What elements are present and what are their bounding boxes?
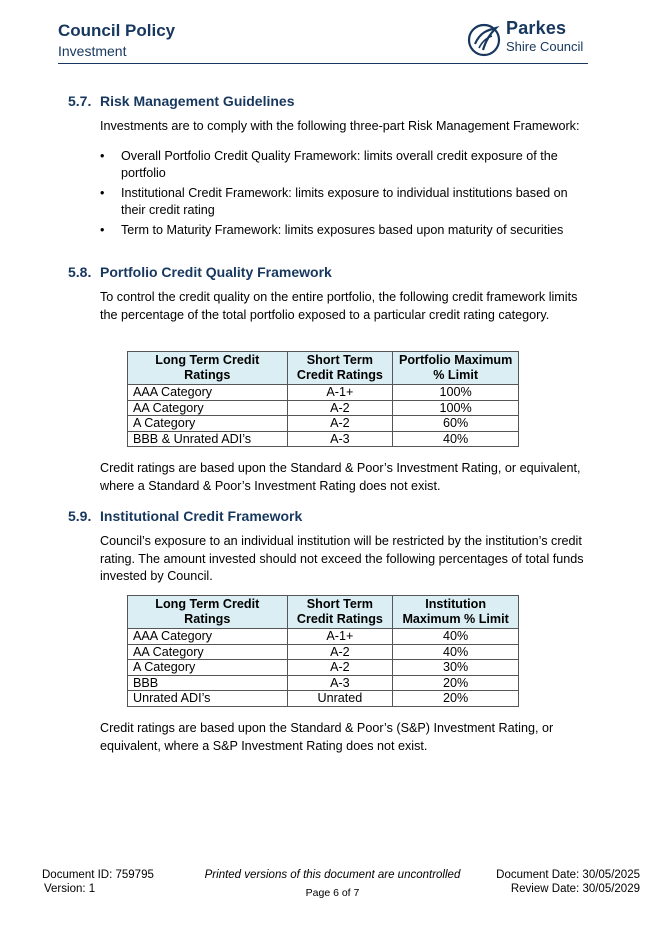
- uncontrolled-notice: Printed versions of this document are uncontrolled: [204, 869, 461, 881]
- section-heading: [68, 507, 588, 525]
- section-intro: To control the credit quality on the entire portfolio, the following credit framework limits the percentage of the total portfolio exposed to a particular credit rating category.: [100, 290, 578, 322]
- table-cell: A-3: [287, 675, 393, 691]
- section-number: 5.8.: [68, 264, 92, 280]
- table-cell: AA Category: [128, 400, 288, 416]
- table-cell: A-2: [287, 644, 393, 660]
- section-5-7: [68, 92, 588, 241]
- table-cell: A-2: [287, 400, 393, 416]
- footer-center: [160, 868, 505, 900]
- page-number: Page 6 of 7: [305, 887, 360, 899]
- section-heading: [68, 92, 588, 110]
- table-header: Long Term Credit Ratings: [128, 596, 288, 629]
- document-version: Version: 1: [44, 883, 96, 895]
- table-cell: A-2: [287, 660, 393, 676]
- table-cell: Unrated: [287, 691, 393, 707]
- section-intro: Investments are to comply with the following three-part Risk Management Framework:: [100, 119, 580, 133]
- table-cell: A Category: [128, 416, 288, 432]
- table-row: [128, 385, 519, 401]
- list-item: • Term to Maturity Framework: limits exposures based upon maturity of securities: [100, 222, 588, 240]
- section-title: Risk Management Guidelines: [100, 93, 295, 109]
- doc-title: Council Policy: [58, 21, 176, 40]
- table-cell: AA Category: [128, 644, 288, 660]
- doc-subtitle: Investment: [58, 43, 127, 59]
- footer-left: [42, 868, 154, 896]
- section-number: 5.9.: [68, 508, 92, 524]
- framework-list: [100, 148, 588, 240]
- table-cell: 20%: [393, 675, 519, 691]
- table-cell: 40%: [393, 644, 519, 660]
- table-row: [128, 675, 519, 691]
- footer-right: [496, 868, 640, 896]
- credit-rating-note: Credit ratings are based upon the Standard & Poor’s Investment Rating, or equivalent, where a Standard & Poor’s Investment Rating does not exist.: [100, 461, 581, 493]
- table-header: Long Term Credit Ratings: [128, 352, 288, 385]
- table-row: [128, 629, 519, 645]
- table-cell: Unrated ADI’s: [128, 691, 288, 707]
- table-cell: A-3: [287, 431, 393, 447]
- table-cell: 60%: [393, 416, 519, 432]
- header-divider: [58, 63, 588, 64]
- table-row: [128, 644, 519, 660]
- section-intro: Council’s exposure to an individual institution will be restricted by the institution’s credit rating. The amount invested should not exceed the following percentages of total funds invested by Council.: [100, 534, 584, 583]
- table-header-row: [128, 596, 519, 629]
- table-header: Short Term Credit Ratings: [287, 596, 393, 629]
- table-cell: AAA Category: [128, 385, 288, 401]
- table-row: [128, 660, 519, 676]
- list-item: • Overall Portfolio Credit Quality Framework: limits overall credit exposure of the portfolio: [100, 148, 588, 183]
- section-5-9: [68, 507, 588, 586]
- table-header-row: [128, 352, 519, 385]
- section-heading: [68, 263, 588, 281]
- document-id: Document ID: 759795: [42, 869, 154, 881]
- institutional-credit-table: [127, 595, 519, 707]
- review-date: Review Date: 30/05/2029: [510, 883, 640, 895]
- table-cell: AAA Category: [128, 629, 288, 645]
- section-5-9-note: [68, 720, 588, 755]
- table-header: Portfolio Maximum % Limit: [393, 352, 519, 385]
- section-title: Institutional Credit Framework: [100, 508, 303, 524]
- table-row: [128, 431, 519, 447]
- table-cell: A Category: [128, 660, 288, 676]
- parkes-emblem-icon: [466, 22, 502, 58]
- section-5-8: [68, 263, 588, 324]
- table-cell: A-2: [287, 416, 393, 432]
- table-row: [128, 400, 519, 416]
- table-header: Institution Maximum % Limit: [393, 596, 519, 629]
- table-cell: 40%: [393, 431, 519, 447]
- logo-name: Parkes: [506, 18, 567, 38]
- table-header: Short Term Credit Ratings: [287, 352, 393, 385]
- section-5-8-note: [68, 460, 588, 495]
- table-cell: A-1+: [287, 385, 393, 401]
- council-logo: [466, 20, 591, 60]
- credit-rating-note: Credit ratings are based upon the Standard & Poor’s (S&P) Investment Rating, or equivalent, where a S&P Investment Rating does not exist.: [100, 721, 554, 753]
- table-cell: 30%: [393, 660, 519, 676]
- table-cell: BBB & Unrated ADI’s: [128, 431, 288, 447]
- logo-subname: Shire Council: [506, 39, 584, 54]
- document-date: Document Date: 30/05/2025: [496, 869, 640, 881]
- table-row: [128, 416, 519, 432]
- section-number: 5.7.: [68, 93, 92, 109]
- list-item: • Institutional Credit Framework: limits exposure to individual institutions based on their credit rating: [100, 185, 588, 220]
- table-cell: 40%: [393, 629, 519, 645]
- table-cell: A-1+: [287, 629, 393, 645]
- table-cell: 100%: [393, 385, 519, 401]
- table-row: [128, 691, 519, 707]
- section-title: Portfolio Credit Quality Framework: [100, 264, 332, 280]
- table-cell: BBB: [128, 675, 288, 691]
- portfolio-credit-table: [127, 351, 519, 447]
- table-cell: 20%: [393, 691, 519, 707]
- table-cell: 100%: [393, 400, 519, 416]
